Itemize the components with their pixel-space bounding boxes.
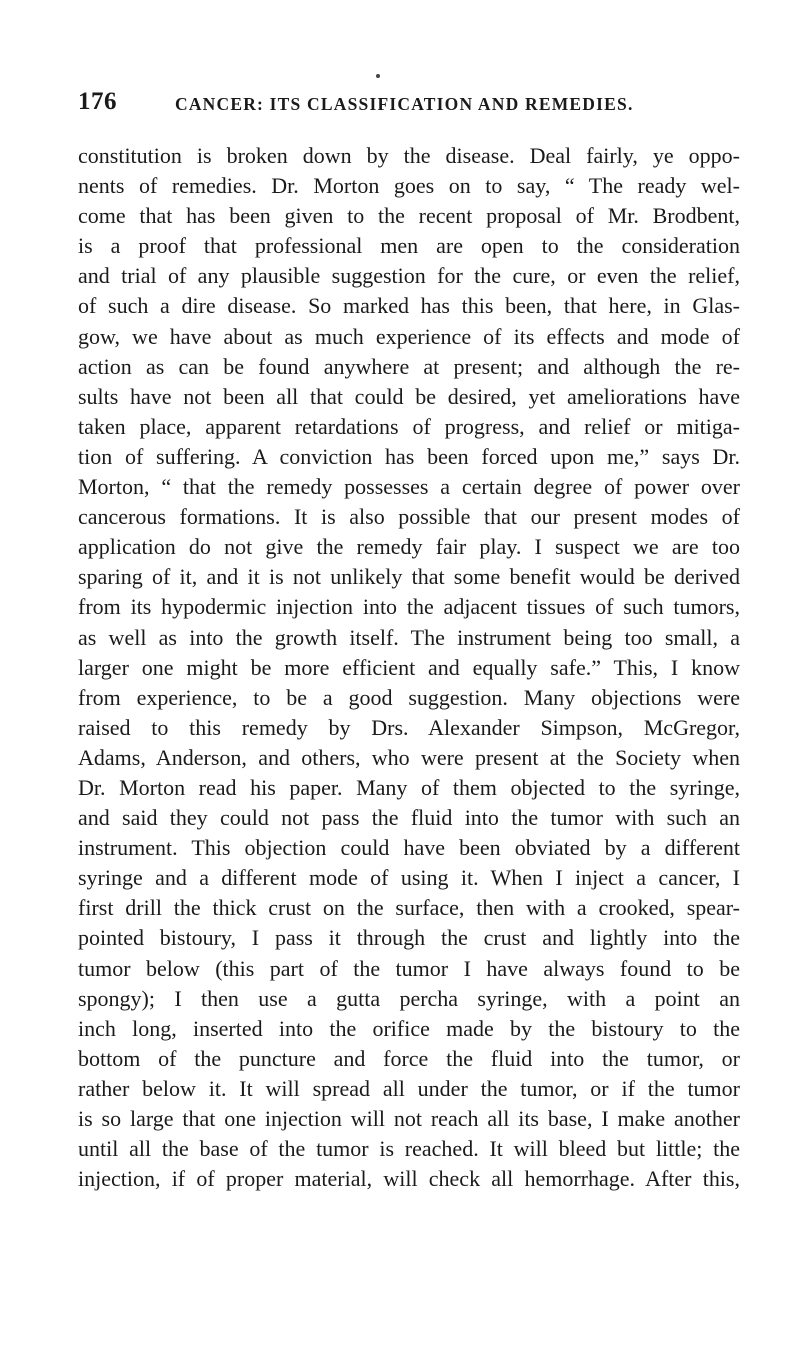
text-line: tion of suffering. A conviction has been forced upon me,” says Dr. bbox=[78, 443, 740, 469]
text-line: as well as into the growth itself. The instrument being too small, a bbox=[78, 624, 740, 650]
text-line: sults have not been all that could be desired, yet ameliorations have bbox=[78, 383, 740, 409]
text-line: rather below it. It will spread all under the tumor, or if the tumor bbox=[78, 1075, 740, 1101]
text-line: is so large that one injection will not reach all its base, I make another bbox=[78, 1106, 740, 1131]
body-text bbox=[78, 141, 740, 1194]
text-line: action as can be found anywhere at present; and although the re- bbox=[78, 353, 740, 379]
text-line: tumor below (this part of the tumor I have always found to be bbox=[78, 955, 740, 981]
text-line: nents of remedies. Dr. Morton goes on to say, “ The ready wel- bbox=[78, 173, 740, 199]
text-line: spongy); I then use a gutta percha syringe, with a point an bbox=[78, 985, 740, 1011]
text-line: from experience, to be a good suggestion. Many objections were bbox=[78, 684, 740, 710]
text-line: and trial of any plausible suggestion for the cure, or even the relief, bbox=[78, 263, 740, 289]
text-line: gow, we have about as much experience of its effects and mode of bbox=[78, 323, 740, 349]
text-line: taken place, apparent retardations of progress, and relief or mitiga- bbox=[78, 413, 740, 439]
text-line: syringe and a different mode of using it. When I inject a cancer, I bbox=[78, 865, 740, 891]
text-line: pointed bistoury, I pass it through the crust and lightly into the bbox=[78, 925, 740, 951]
text-line: of such a dire disease. So marked has this been, that here, in Glas- bbox=[78, 293, 740, 319]
text-line: Dr. Morton read his paper. Many of them objected to the syringe, bbox=[78, 774, 740, 800]
text-line: raised to this remedy by Drs. Alexander Simpson, McGregor, bbox=[78, 714, 740, 740]
text-line: come that has been given to the recent proposal of Mr. Brodbent, bbox=[78, 203, 740, 229]
text-line: constitution is broken down by the disease. Deal fairly, ye oppo- bbox=[78, 143, 740, 168]
text-line: first drill the thick crust on the surface, then with a crooked, spear- bbox=[78, 895, 740, 921]
text-line: Adams, Anderson, and others, who were present at the Society when bbox=[78, 744, 740, 770]
text-line: bottom of the puncture and force the fluid into the tumor, or bbox=[78, 1045, 740, 1071]
text-line: larger one might be more efficient and equally safe.” This, I know bbox=[78, 654, 740, 680]
text-line: from its hypodermic injection into the adjacent tissues of such tumors, bbox=[78, 594, 740, 620]
text-line: sparing of it, and it is not unlikely that some benefit would be derived bbox=[78, 564, 740, 590]
text-line: is a proof that professional men are open to the consideration bbox=[78, 233, 740, 259]
text-line: application do not give the remedy fair play. I suspect we are too bbox=[78, 534, 740, 560]
page-number: 176 bbox=[78, 88, 117, 115]
ink-speck bbox=[376, 74, 380, 78]
text-line: Morton, “ that the remedy possesses a certain degree of power over bbox=[78, 474, 740, 500]
text-line: and said they could not pass the fluid into the tumor with such an bbox=[78, 805, 740, 831]
running-head bbox=[78, 88, 738, 118]
running-title: CANCER: ITS CLASSIFICATION AND REMEDIES. bbox=[175, 94, 634, 114]
text-line: inch long, inserted into the orifice made by the bistoury to the bbox=[78, 1015, 740, 1041]
text-line: injection, if of proper material, will check all hemorrhage. After this, bbox=[78, 1166, 740, 1192]
text-line: cancerous formations. It is also possible that our present modes of bbox=[78, 504, 740, 530]
text-line: instrument. This objection could have been obviated by a different bbox=[78, 835, 740, 861]
text-line: until all the base of the tumor is reached. It will bleed but little; the bbox=[78, 1136, 740, 1162]
